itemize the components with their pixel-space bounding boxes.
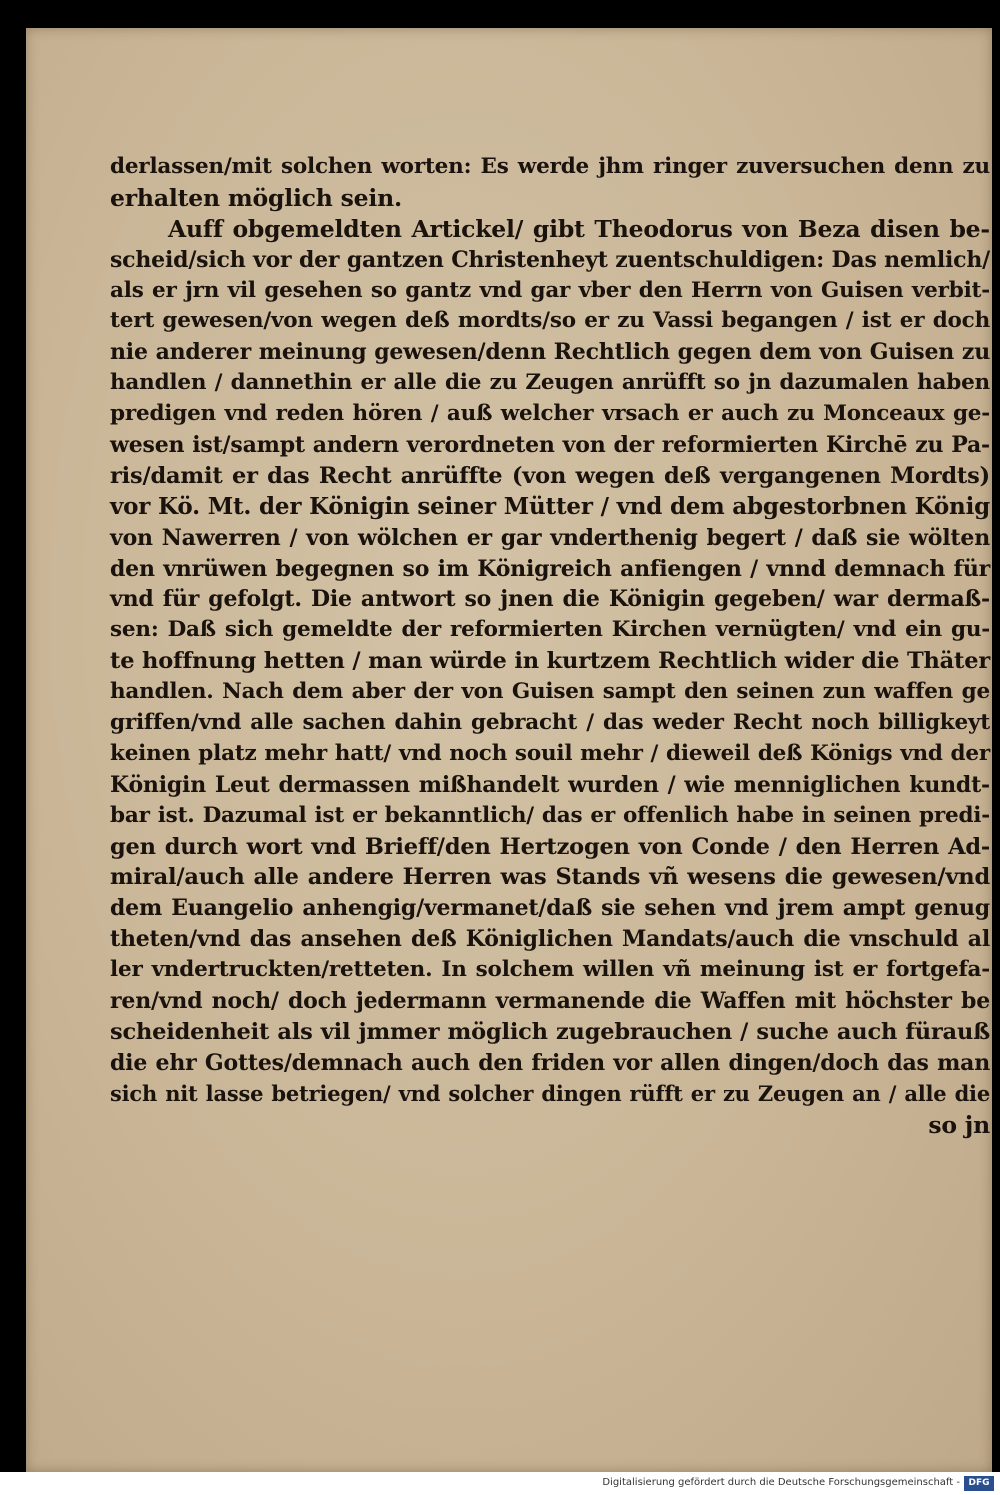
text-line: Auff obgemeldten Artickel/ gibt Theodorus von Beza disen be- <box>168 214 990 243</box>
text-line: ler vndertruckten/retteten. In solchem willen vñ meinung ist er fortgefa- <box>110 957 990 983</box>
text-line: dem Euangelio anhengig/vermanet/daß sie sehen vnd jrem ampt genug <box>110 895 990 922</box>
text-line: theten/vnd das ansehen deß Königlichen Mandats/auch die vnschuld al <box>110 926 990 953</box>
text-line: von Nawerren / von wölchen er gar vnderthenig begert / daß sie wölten <box>110 524 990 551</box>
text-line: te hoffnung hetten / man würde in kurtzem Rechtlich wider die Thäter <box>110 648 990 675</box>
text-line: sich nit lasse betriegen/ vnd solcher dingen rüfft er zu Zeugen an / alle die <box>110 1080 990 1106</box>
text-line: als er jrn vil gesehen so gantz vnd gar vber den Herrn von Guisen verbit- <box>110 277 990 303</box>
text-line: vor Kö. Mt. der Königin seiner Mütter / vnd dem abgestorbnen König <box>110 492 990 520</box>
text-line: derlassen/mit solchen worten: Es werde jhm ringer zuversuchen denn zu <box>110 154 990 179</box>
text-line: scheid/sich vor der gantzen Christenheyt zuentschuldigen: Das nemlich/ <box>110 246 990 273</box>
text-line: bar ist. Dazumal ist er bekanntlich/ das er offenlich habe in seinen predi- <box>110 802 990 828</box>
text-line: ris/damit er das Recht anrüffte (von wegen deß vergangenen Mordts) <box>110 462 990 489</box>
text-line: ren/vnd noch/ doch jedermann vermanende die Waffen mit höchster be <box>110 988 990 1015</box>
dfg-logo-icon: DFG <box>964 1476 994 1491</box>
text-line: den vnrüwen begegnen so im Königreich anfiengen / vnnd demnach für <box>110 555 990 582</box>
text-line: scheidenheit als vil jmmer möglich zugebrauchen / suche auch fürauß <box>110 1018 990 1045</box>
text-line: keinen platz mehr hatt/ vnd noch souil mehr / dieweil deß Königs vnd der <box>110 740 990 766</box>
text-line: handlen. Nach dem aber der von Guisen sampt den seinen zun waffen ge <box>110 679 990 705</box>
footer-bar <box>0 1472 1000 1495</box>
text-line: die ehr Gottes/demnach auch den friden vor allen dingen/doch das man <box>110 1049 990 1076</box>
text-line: tert gewesen/von wegen deß mordts/so er zu Vassi begangen / ist er doch <box>110 308 990 334</box>
text-line: vnd für gefolgt. Die antwort so jnen die Königin gegeben/ war dermaß- <box>110 586 990 613</box>
catchword: so jn <box>928 1110 990 1139</box>
text-line: predigen vnd reden hören / auß welcher vrsach er auch zu Monceaux ge- <box>110 401 990 427</box>
page-text-block <box>110 152 990 1141</box>
text-line: Königin Leut dermassen mißhandelt wurden / wie menniglichen kundt- <box>110 771 990 798</box>
text-line: griffen/vnd alle sachen dahin gebracht / das weder Recht noch billigkeyt <box>110 710 990 736</box>
text-line: sen: Daß sich gemeldte der reformierten Kirchen vernügten/ vnd ein gu- <box>110 617 990 643</box>
funding-credit: Digitalisierung gefördert durch die Deutsche Forschungsgemeinschaft - <box>602 1477 960 1488</box>
text-line: erhalten möglich sein. <box>110 183 403 212</box>
text-line: nie anderer meinung gewesen/denn Rechtlich gegen dem von Guisen zu <box>110 339 990 366</box>
text-line: gen durch wort vnd Brieff/den Hertzogen von Conde / den Herren Ad- <box>110 833 990 860</box>
text-line: miral/auch alle andere Herren was Stands vñ wesens die gewesen/vnd <box>110 864 990 891</box>
text-line: handlen / dannethin er alle die zu Zeugen anrüfft so jn dazumalen haben <box>110 370 990 396</box>
text-line: wesen ist/sampt andern verordneten von der reformierten Kirchē zu Pa- <box>110 432 990 459</box>
scanned-page <box>26 28 992 1472</box>
